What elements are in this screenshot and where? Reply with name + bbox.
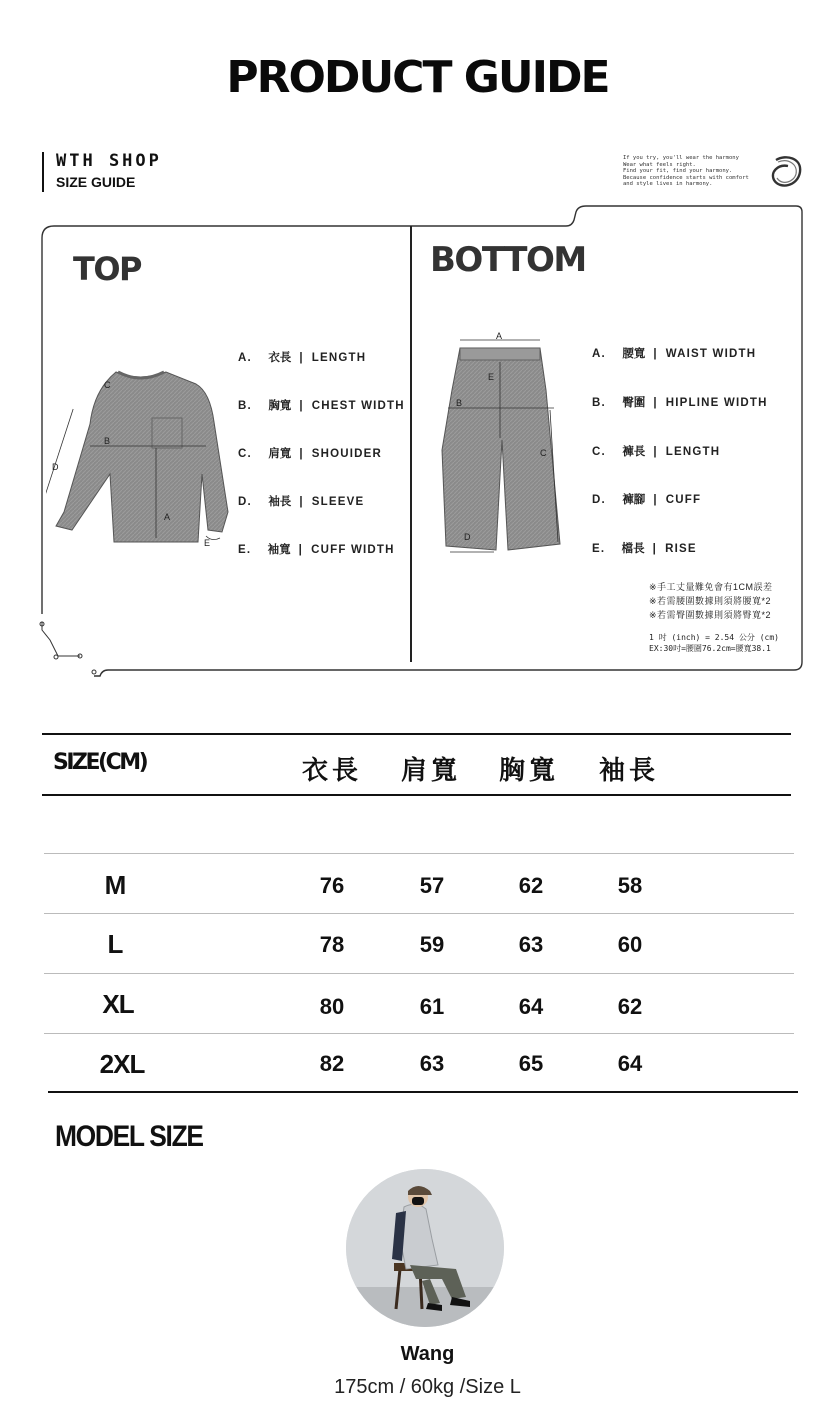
table-header-col: 胸寬 — [499, 755, 560, 785]
brand-block — [42, 152, 162, 192]
conversion-line: EX:30吋=腰圍76.2cm=腰寬38.1 — [649, 644, 771, 653]
note-line: ※若需腰圍數據則須將腰寬*2 — [649, 596, 772, 606]
table-header-size: SIZE(CM) — [53, 750, 147, 775]
measure-en: LENGTH — [665, 446, 721, 458]
table-header-col: 袖長 — [599, 755, 660, 785]
table-row-size: M — [104, 870, 126, 900]
top-diagram-label-c: C — [104, 380, 111, 390]
note-line: ※若需臀圍數據則須將臀寬*2 — [649, 610, 772, 620]
measure-en: RISE — [665, 543, 697, 555]
table-cell: 64 — [617, 1051, 643, 1076]
table-cell: 61 — [419, 994, 445, 1019]
measure-en: CUFF WIDTH — [311, 544, 395, 556]
table-cell: 78 — [319, 932, 345, 957]
bottom-measurement-row: C. 褲長 | LENGTH — [592, 446, 721, 458]
table-bottom-rule — [48, 1091, 798, 1093]
measure-en: CUFF — [665, 494, 702, 506]
top-diagram-label-b: B — [104, 436, 111, 446]
page-title: PRODUCT GUIDE — [226, 52, 609, 103]
measure-zh: 肩寬 — [268, 448, 292, 460]
model-photo — [346, 1169, 504, 1327]
table-cell: 57 — [419, 873, 445, 898]
row-divider — [44, 1033, 794, 1034]
measure-zh: 袖長 — [268, 496, 292, 508]
measure-letter: C. — [238, 448, 252, 460]
bottom-diagram-label-b: B — [456, 398, 463, 408]
table-cell: 59 — [419, 932, 445, 957]
measurement-notes — [649, 580, 773, 622]
measure-letter: B. — [238, 400, 252, 412]
brand-shop-name: WTH SHOP — [56, 151, 162, 171]
row-divider — [44, 973, 794, 974]
table-header-rule — [42, 794, 791, 796]
top-section-title: TOP — [73, 250, 141, 288]
measure-letter: E. — [238, 544, 252, 556]
tagline-line: Because confidence starts with comfort — [623, 174, 749, 181]
bottom-measurement-row: E. 檔長 | RISE — [592, 543, 697, 555]
tagline-line: If you try, you'll wear the harmony — [623, 155, 739, 161]
section-divider — [410, 226, 412, 662]
measure-zh: 胸寬 — [268, 400, 292, 412]
top-measurement-row: A. 衣長 | LENGTH — [238, 352, 367, 364]
measure-en: CHEST WIDTH — [311, 400, 405, 412]
top-diagram-label-a: A — [164, 512, 171, 522]
table-header-col: 肩寬 — [401, 755, 462, 785]
table-cell: 58 — [617, 873, 643, 898]
model-name: Wang — [400, 1343, 455, 1365]
table-cell: 60 — [617, 932, 643, 957]
size-guide-label: SIZE GUIDE — [56, 174, 136, 190]
table-cell: 76 — [319, 873, 345, 898]
measure-zh: 衣長 — [268, 352, 292, 364]
measure-en: HIPLINE WIDTH — [665, 397, 768, 409]
measure-letter: A. — [238, 352, 252, 364]
bottom-measurement-row: A. 腰寬 | WAIST WIDTH — [592, 348, 757, 360]
top-measurement-row: B. 胸寬 | CHEST WIDTH — [238, 400, 405, 412]
top-measurement-row: E. 袖寬 | CUFF WIDTH — [238, 544, 395, 556]
bottom-diagram-label-e: E — [488, 372, 495, 382]
measure-en: SLEEVE — [311, 496, 365, 508]
model-size-title: MODEL SIZE — [55, 1120, 203, 1153]
tagline — [623, 155, 773, 188]
table-cell: 63 — [518, 932, 544, 957]
measure-letter: A. — [592, 348, 606, 360]
table-row-size: XL — [102, 989, 134, 1019]
measure-letter: B. — [592, 397, 606, 409]
tagline-line: and style lives in harmony. — [623, 181, 713, 188]
top-measurement-row: C. 肩寬 | SHOUIDER — [238, 448, 383, 460]
measure-zh: 褲長 — [622, 446, 646, 458]
measure-en: SHOUIDER — [311, 448, 383, 460]
tagline-line: Wear what feels right. — [623, 161, 696, 168]
bottom-measurement-row: B. 臀圍 | HIPLINE WIDTH — [592, 397, 768, 409]
bottom-diagram-label-d: D — [464, 532, 471, 542]
bottom-section-title: BOTTOM — [430, 240, 586, 280]
table-cell: 65 — [518, 1051, 544, 1076]
table-row-size: L — [107, 929, 123, 959]
measure-letter: D. — [592, 494, 606, 506]
measure-letter: C. — [592, 446, 606, 458]
bottom-diagram-label-c: C — [540, 448, 547, 458]
top-diagram-label-e: E — [204, 538, 211, 548]
row-divider — [44, 853, 794, 854]
tagline-line: Find your fit, find your harmony. — [623, 168, 733, 175]
top-diagram-label-d: D — [52, 462, 59, 472]
table-cell: 64 — [518, 994, 544, 1019]
measure-en: LENGTH — [311, 352, 367, 364]
note-line: ※手工丈量難免會有1CM誤差 — [649, 582, 773, 592]
measure-zh: 腰寬 — [622, 348, 646, 360]
table-cell: 62 — [617, 994, 643, 1019]
measure-en: WAIST WIDTH — [665, 348, 757, 360]
swirl-logo-icon — [768, 152, 804, 192]
measure-zh: 檔長 — [621, 543, 645, 555]
bottom-measurement-row: D. 褲腳 | CUFF — [592, 494, 702, 506]
top-measurement-row: D. 袖長 | SLEEVE — [238, 496, 365, 508]
measure-zh: 褲腳 — [622, 494, 646, 506]
table-cell: 63 — [419, 1051, 445, 1076]
table-top-rule — [42, 733, 791, 735]
bottom-diagram-label-a: A — [496, 331, 503, 341]
top-garment-diagram — [46, 362, 236, 552]
bottom-garment-diagram — [438, 330, 570, 558]
model-stats: 175cm / 60kg /Size L — [334, 1376, 521, 1398]
unit-conversion — [649, 632, 779, 654]
table-cell: 82 — [319, 1051, 345, 1076]
measure-zh: 臀圍 — [622, 397, 646, 409]
table-row-size: 2XL — [99, 1049, 145, 1079]
measure-letter: D. — [238, 496, 252, 508]
measure-letter: E. — [592, 543, 606, 555]
table-header-col: 衣長 — [302, 755, 363, 785]
model-photo-illustration — [346, 1169, 504, 1327]
table-cell: 80 — [319, 994, 345, 1019]
measure-zh: 袖寬 — [267, 544, 291, 556]
row-divider — [44, 913, 794, 914]
conversion-line: 1 吋 (inch) = 2.54 公分 (cm) — [649, 633, 779, 642]
table-cell: 62 — [518, 873, 544, 898]
